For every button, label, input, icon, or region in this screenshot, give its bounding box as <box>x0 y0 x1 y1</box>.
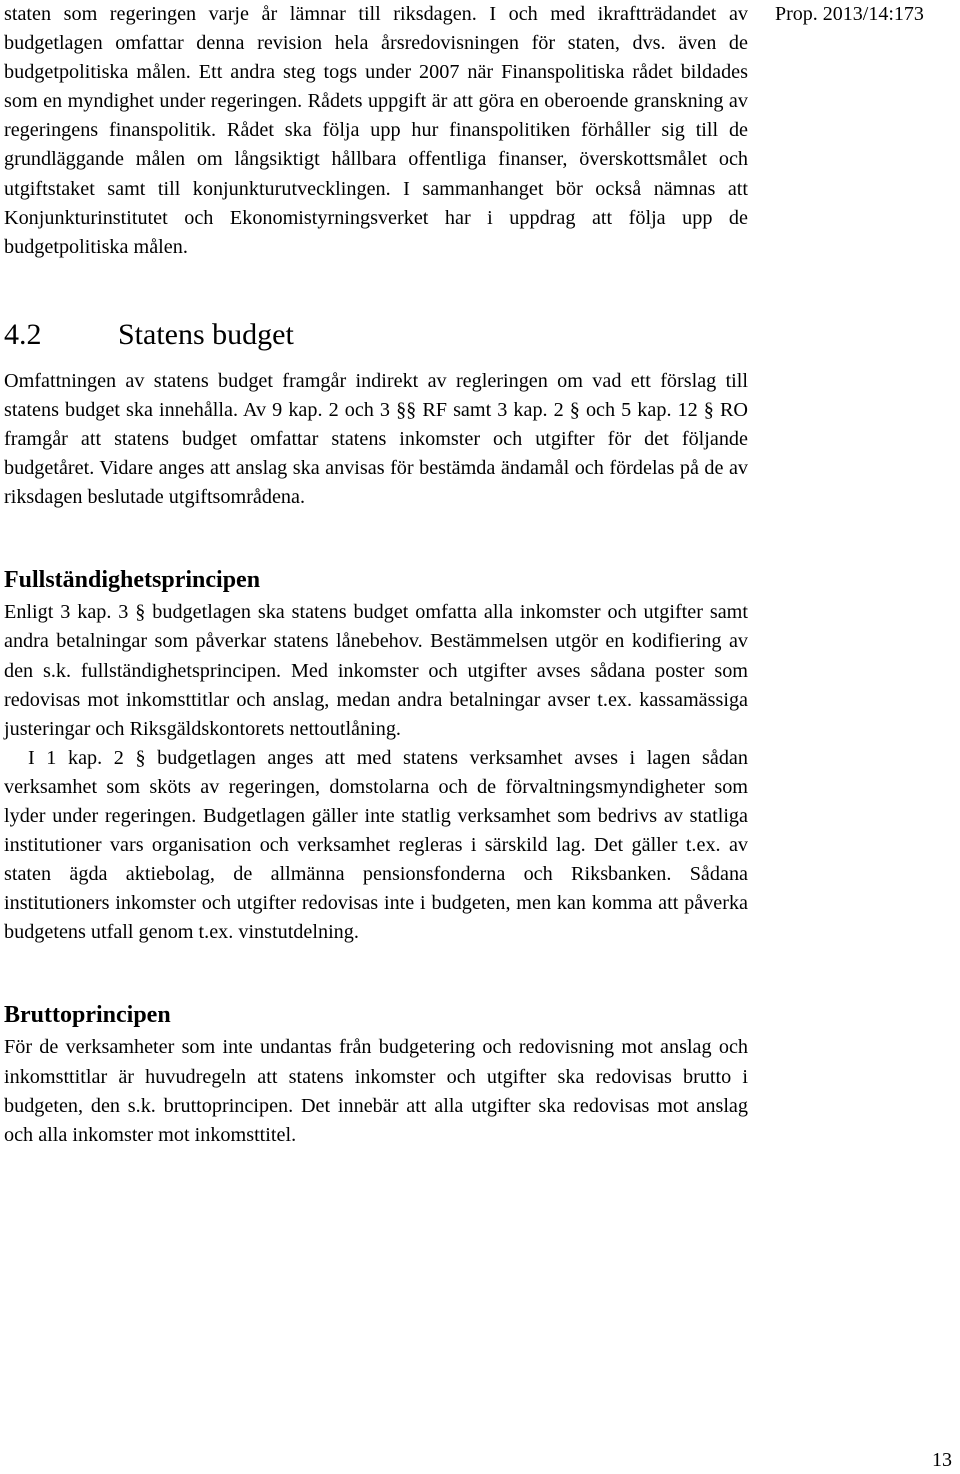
paragraph-intro: staten som regeringen varje år lämnar till riksdagen. I och med ikraftträdandet av budgetlagen omfattar denna revision hela årsredovisningen för staten, dvs. även de budgetpolitiska målen. Ett andra steg togs under 2007 när Finanspolitiska rådet bildades som en myndighet under regeringen. Rådets uppgift är att göra en oberoende granskning av regeringens finanspolitik. Rådet ska följa upp hur finanspolitiken förhåller sig till de grundläggande målen om långsiktigt hållbara offentliga finanser, överskottsmålet och utgiftstaket samt till konjunkturutvecklingen. I sammanhanget bör också nämnas att Konjunkturinstitutet och Ekonomistyrningsverket har i uppdrag att följa upp de budgetpolitiska målen. <box>4 3 748 258</box>
subheading-bruttoprincipen: Bruttoprincipen <box>4 1002 171 1029</box>
section-title: Statens budget <box>118 317 294 351</box>
section-heading <box>4 315 748 355</box>
proposition-reference: Prop. 2013/14:173 <box>775 3 924 25</box>
subheading-fullstandighetsprincipen: Fullständighetsprincipen <box>4 567 261 594</box>
paragraph-budget: Omfattningen av statens budget framgår indirekt av regleringen om vad ett förslag till statens budget ska innehålla. Av 9 kap. 2 och 3 §§ RF samt 3 kap. 2 § och 5 kap. 12 § RO framgår att statens budget omfattar statens inkomster och utgifter för det följande budgetåret. Vidare anges att anslag ska anvisas för bestämda ändamål och fördelas på de av riksdagen beslutade utgiftsområdena. <box>4 369 748 509</box>
paragraph-brutto: För de verksamheter som inte undantas från budgetering och redovisning mot anslag och inkomsttitlar är huvudregeln att statens inkomster och utgifter ska redovisas brutto i budgeten, den s.k. bruttoprincipen. Det innebär att alla utgifter ska redovisas mot anslag och alla inkomster mot inkomsttitel. <box>4 1036 748 1146</box>
section-number: 4.2 <box>4 317 42 351</box>
paragraph-full-1: Enligt 3 kap. 3 § budgetlagen ska statens budget omfatta alla inkomster och utgifter samt andra betalningar som påverkar statens lånebehov. Bestämmelsen utgör en kodifiering av den s.k. fullständighetsprincipen. Med inkomster och utgifter avses sådana poster som redovisas mot inkomsttitlar och anslag, medan andra betalningar avser t.ex. kassamässiga justeringar och Riksgäldskontorets nettoutlåning. <box>4 601 748 740</box>
page-number: 13 <box>932 1449 952 1471</box>
paragraph-full-2: I 1 kap. 2 § budgetlagen anges att med statens verksamhet avses i lagen sådan verksamhet som sköts av regeringen, domstolarna och de förvaltningsmyndigheter som lyder under regeringen. Budgetlagen gäller inte statlig verksamhet som bedrivs av statliga institutioner vars organisation och verksamhet regleras i särskild lag. Det gäller t.ex. av staten ägda aktiebolag, de allmänna pensionsfonderna och Riksbanken. Sådana institutioners inkomster och utgifter redovisas inte i budgeten, men kan komma att påverka budgetens utfall genom t.ex. vinstutdelning. <box>4 746 748 944</box>
main-text-column <box>4 0 748 1150</box>
